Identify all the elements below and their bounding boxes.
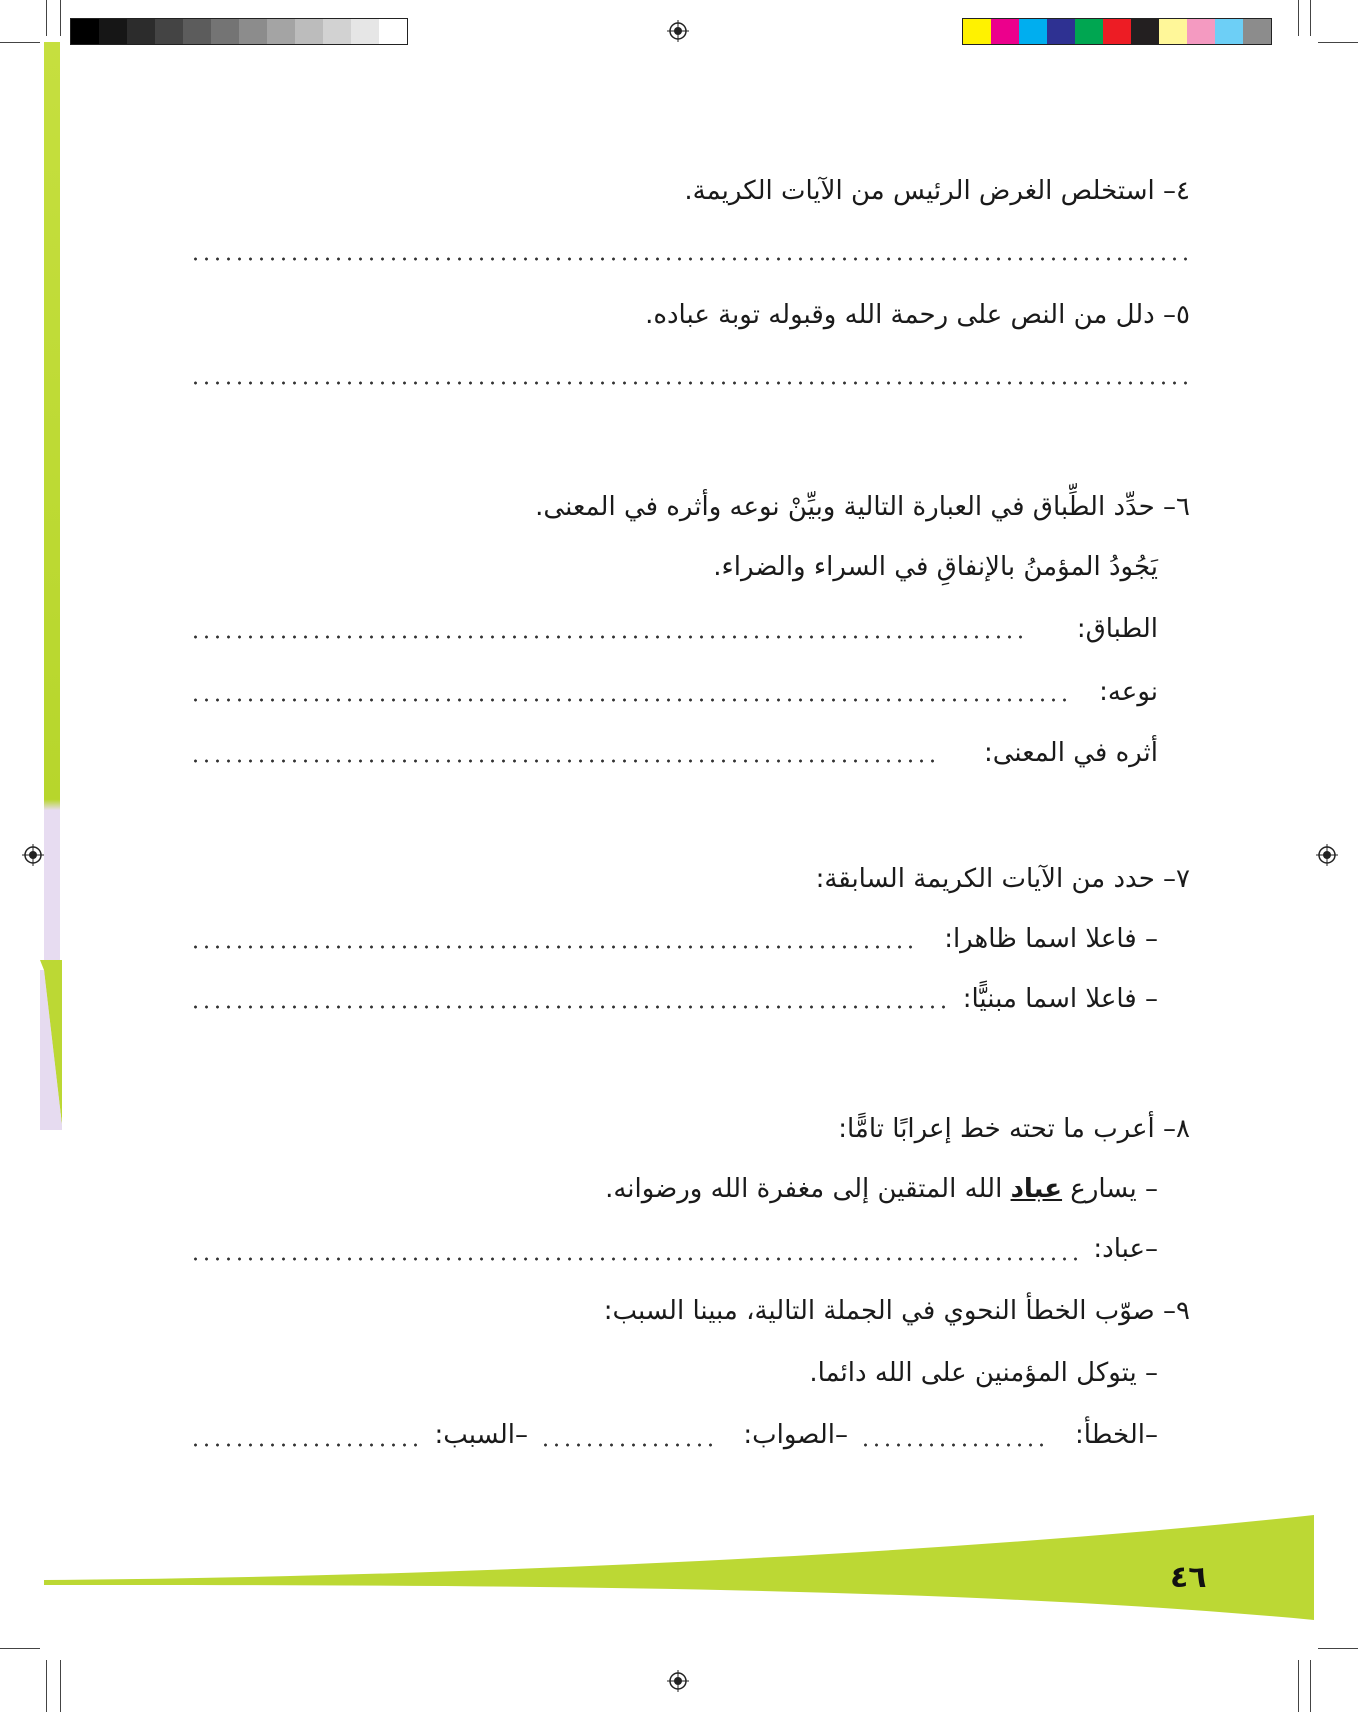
answer-line-correct[interactable] — [540, 1442, 718, 1448]
question-7: ٧– حدد من الآيات الكريمة السابقة: — [815, 864, 1190, 894]
grayscale-calibration-bar — [70, 18, 408, 45]
crop-mark — [60, 0, 61, 36]
q6-effect-label: أثره في المعنى: — [983, 738, 1158, 768]
q9-reason-label: –السبب: — [434, 1420, 528, 1450]
color-calibration-bar — [962, 18, 1272, 45]
question-9: ٩– صوّب الخطأ النحوي في الجملة التالية، مبينا السبب: — [603, 1296, 1190, 1326]
answer-line-type[interactable] — [190, 697, 1068, 703]
q7-item-2: – فاعلا اسما مبنيًّا: — [962, 984, 1158, 1014]
registration-mark-icon — [667, 20, 689, 42]
q8-underlined-word: عباد — [1010, 1174, 1063, 1204]
crop-mark — [1298, 1660, 1299, 1712]
answer-line-q4[interactable] — [190, 256, 1193, 262]
crop-mark — [46, 0, 47, 36]
crop-mark — [1310, 1660, 1311, 1712]
registration-mark-icon — [1316, 844, 1338, 866]
question-8: ٨– أعرب ما تحته خط إعرابًا تامًّا: — [838, 1114, 1190, 1144]
question-6: ٦– حدِّد الطِّباق في العبارة التالية وبيِّنْ نوعه وأثره في المعنى. — [535, 492, 1190, 522]
answer-line-q8[interactable] — [190, 1256, 1083, 1262]
registration-mark-icon — [667, 1670, 689, 1692]
crop-mark — [46, 1660, 47, 1712]
question-4: ٤– استخلص الغرض الرئيس من الآيات الكريمة. — [684, 176, 1190, 206]
q8-sentence — [605, 1172, 1158, 1206]
answer-line-error[interactable] — [860, 1442, 1048, 1448]
q8-label: –عباد: — [1093, 1234, 1158, 1264]
question-5: ٥– دلل من النص على رحمة الله وقبوله توبة عباده. — [645, 300, 1190, 330]
crop-mark — [1298, 0, 1299, 36]
q7-item-1: – فاعلا اسما ظاهرا: — [944, 924, 1158, 954]
registration-mark-icon — [22, 844, 44, 866]
answer-line-tibaq[interactable] — [190, 634, 1028, 640]
q6-type-label: نوعه: — [1099, 677, 1158, 707]
answer-line-effect[interactable] — [190, 758, 938, 764]
answer-line-reason[interactable] — [190, 1442, 418, 1448]
left-lavender-wedge — [40, 960, 62, 1130]
page-number: ٤٦ — [1170, 1560, 1207, 1595]
q6-tibaq-label: الطباق: — [1076, 614, 1158, 644]
q8-sentence-after: الله المتقين إلى مغفرة الله ورضوانه. — [605, 1174, 1011, 1204]
bottom-accent-swoosh — [44, 1515, 1314, 1625]
q9-sentence: – يتوكل المؤمنين على الله دائما. — [809, 1358, 1158, 1388]
q9-error-label: –الخطأ: — [1075, 1420, 1158, 1450]
crop-mark — [60, 1660, 61, 1712]
answer-line-q7-1[interactable] — [190, 944, 913, 950]
crop-mark — [0, 1648, 40, 1649]
crop-mark — [0, 42, 40, 43]
q8-sentence-before: – يسارع — [1062, 1174, 1158, 1204]
answer-line-q5[interactable] — [190, 380, 1193, 386]
answer-line-q7-2[interactable] — [190, 1004, 948, 1010]
crop-mark — [1318, 42, 1358, 43]
crop-mark — [1310, 0, 1311, 36]
q9-correct-label: –الصواب: — [743, 1420, 848, 1450]
q6-sentence: يَجُودُ المؤمنُ بالإنفاقِ في السراء والضراء. — [713, 552, 1158, 582]
crop-mark — [1318, 1648, 1358, 1649]
